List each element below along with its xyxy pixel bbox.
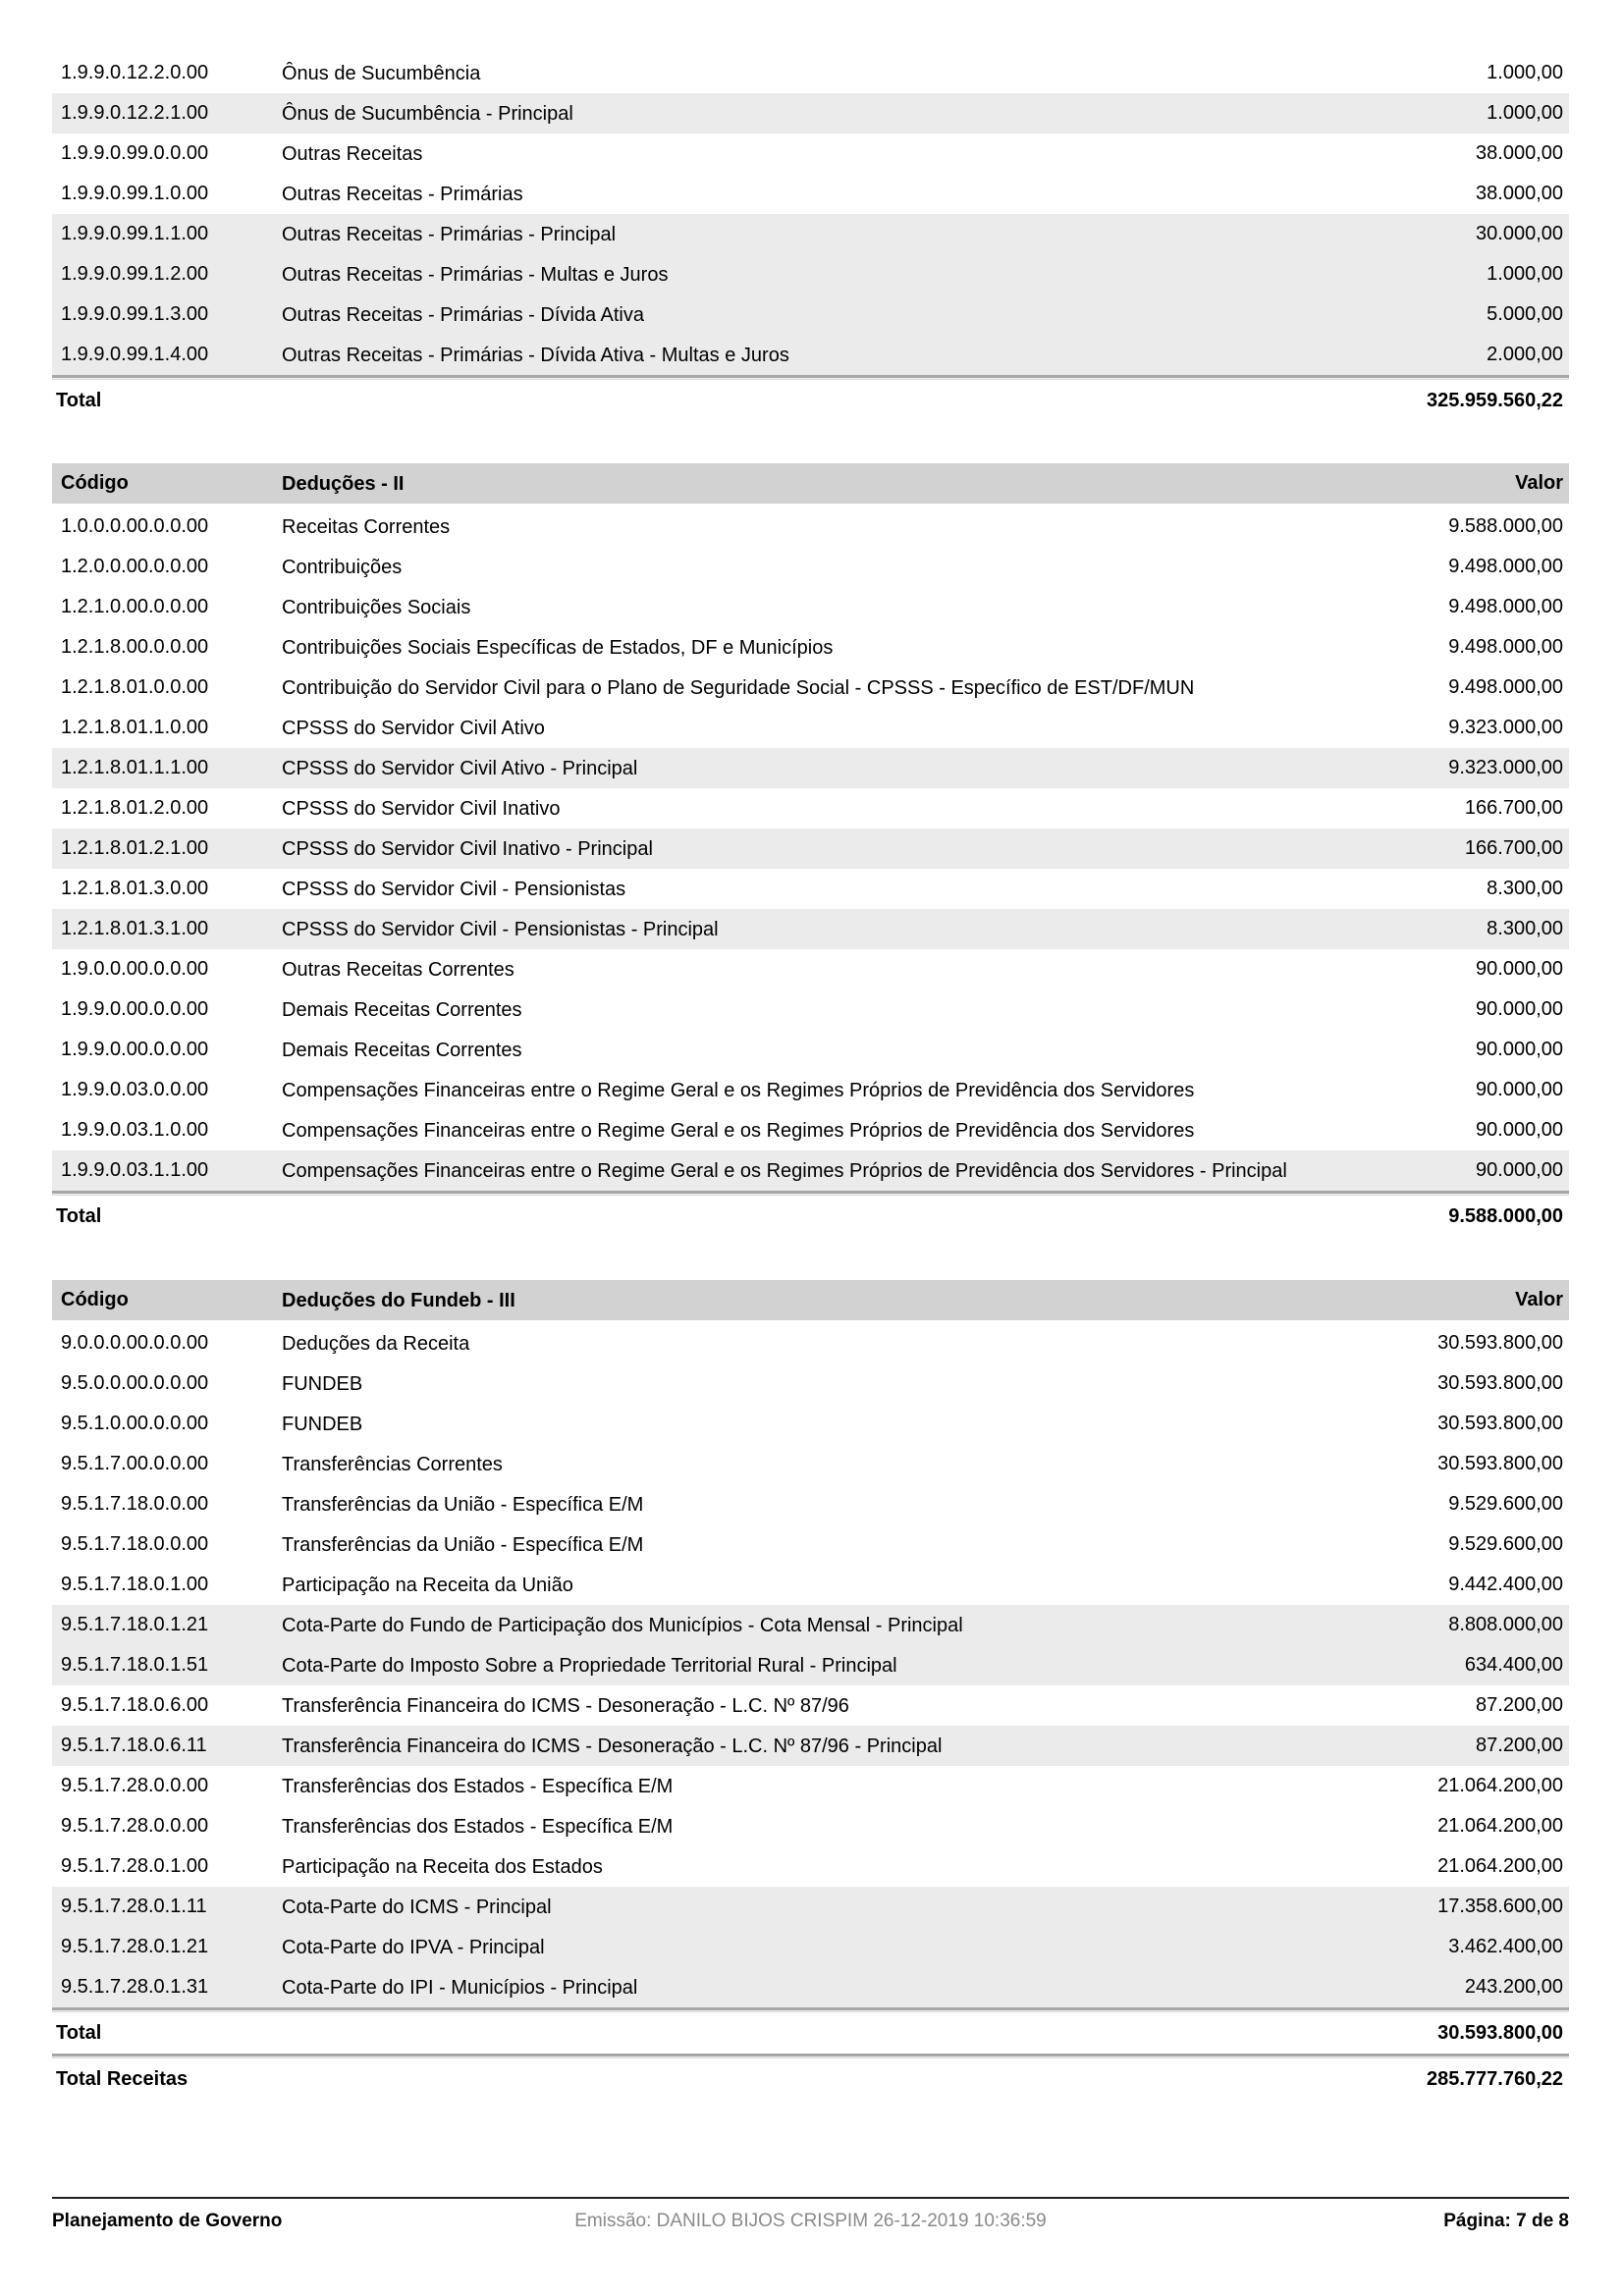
code-cell: 9.5.1.7.28.0.0.00: [61, 1775, 209, 1796]
table-row: [52, 547, 1569, 587]
description-cell: Outras Receitas - Primárias - Dívida Ativa - Multas e Juros: [282, 344, 789, 366]
table-row: [52, 748, 1569, 788]
description-cell: Transferências dos Estados - Específica E/M: [282, 1815, 674, 1838]
value-cell: 1.000,00: [1487, 62, 1563, 83]
value-cell: 87.200,00: [1476, 1735, 1563, 1756]
code-cell: 1.9.9.0.99.1.0.00: [61, 183, 209, 204]
description-cell: FUNDEB: [282, 1372, 363, 1395]
value-cell: 8.300,00: [1487, 878, 1563, 899]
code-cell: 9.5.1.7.28.0.1.21: [61, 1936, 209, 1957]
table-row: [52, 294, 1569, 335]
value-cell: 9.323.000,00: [1448, 757, 1563, 778]
code-cell: 9.5.1.7.28.0.1.31: [61, 1976, 209, 1998]
code-cell: 9.5.1.7.18.0.0.00: [61, 1493, 209, 1515]
code-cell: 9.5.1.0.00.0.0.00: [61, 1413, 209, 1434]
table-row: [52, 1150, 1569, 1191]
description-cell: Demais Receitas Correntes: [282, 998, 522, 1021]
code-cell: 1.9.9.0.00.0.0.00: [61, 998, 209, 1020]
value-cell: 30.593.800,00: [1437, 1413, 1563, 1434]
value-cell: 90.000,00: [1476, 1119, 1563, 1141]
total-label: Total: [56, 389, 102, 411]
code-cell: 9.5.1.7.18.0.1.00: [61, 1574, 209, 1595]
total-value: 325.959.560,22: [1426, 389, 1563, 411]
column-header-valor: Valor: [1515, 1289, 1563, 1310]
value-cell: 1.000,00: [1487, 263, 1563, 285]
value-cell: 166.700,00: [1464, 797, 1563, 819]
value-cell: 38.000,00: [1476, 142, 1563, 164]
code-cell: 1.9.9.0.99.1.3.00: [61, 303, 209, 325]
table-row: [52, 1927, 1569, 1967]
table-row: [52, 1645, 1569, 1685]
description-cell: Cota-Parte do Fundo de Participação dos Municípios - Cota Mensal - Principal: [282, 1614, 963, 1636]
value-cell: 90.000,00: [1476, 1079, 1563, 1100]
value-cell: 243.200,00: [1464, 1976, 1563, 1998]
code-cell: 1.2.1.8.01.1.0.00: [61, 717, 209, 738]
table-body: [52, 1323, 1569, 2007]
description-cell: FUNDEB: [282, 1413, 363, 1435]
description-cell: Participação na Receita dos Estados: [282, 1855, 603, 1878]
grand-total-label: Total Receitas: [56, 2067, 189, 2090]
description-cell: CPSSS do Servidor Civil - Pensionistas: [282, 878, 626, 900]
code-cell: 1.9.9.0.12.2.1.00: [61, 102, 209, 124]
value-cell: 21.064.200,00: [1437, 1775, 1563, 1796]
table-row: [52, 1887, 1569, 1927]
value-cell: 9.498.000,00: [1448, 556, 1563, 577]
code-cell: 9.5.1.7.18.0.1.51: [61, 1654, 209, 1676]
description-cell: Outras Receitas Correntes: [282, 958, 514, 981]
description-cell: Contribuições: [282, 556, 403, 578]
code-cell: 1.9.9.0.03.1.0.00: [61, 1119, 209, 1141]
description-cell: CPSSS do Servidor Civil Inativo: [282, 797, 561, 820]
description-cell: Contribuição do Servidor Civil para o Plano de Seguridade Social - CPSSS - Específico de EST/DF/MUN: [282, 676, 1195, 699]
code-cell: 1.9.9.0.99.1.1.00: [61, 223, 209, 244]
description-cell: Deduções da Receita: [282, 1332, 470, 1355]
table-row: [52, 174, 1569, 214]
table-row: [52, 1323, 1569, 1363]
value-cell: 9.323.000,00: [1448, 717, 1563, 738]
table-row: [52, 93, 1569, 133]
description-cell: Transferências da União - Específica E/M: [282, 1493, 644, 1516]
table-row: [52, 667, 1569, 708]
table-row: [52, 53, 1569, 93]
table-row: [52, 1565, 1569, 1605]
code-cell: 1.2.1.8.01.3.0.00: [61, 878, 209, 899]
description-cell: Outras Receitas: [282, 142, 423, 165]
table-header: [52, 1280, 1569, 1320]
table-row: [52, 909, 1569, 949]
table-row: [52, 627, 1569, 667]
value-cell: 5.000,00: [1487, 303, 1563, 325]
value-cell: 21.064.200,00: [1437, 1815, 1563, 1837]
table-row: [52, 1846, 1569, 1887]
table-row: [52, 1484, 1569, 1524]
description-cell: CPSSS do Servidor Civil Inativo - Principal: [282, 837, 653, 860]
code-cell: 9.5.1.7.18.0.6.11: [61, 1735, 207, 1756]
value-cell: 30.593.800,00: [1437, 1372, 1563, 1394]
value-cell: 9.529.600,00: [1448, 1493, 1563, 1515]
description-cell: Ônus de Sucumbência: [282, 62, 481, 84]
description-cell: Outras Receitas - Primárias - Principal: [282, 223, 617, 245]
column-header-valor: Valor: [1515, 472, 1563, 494]
table-row: [52, 335, 1569, 375]
description-cell: Receitas Correntes: [282, 515, 451, 538]
table-row: [52, 1030, 1569, 1070]
code-cell: 9.5.1.7.28.0.1.00: [61, 1855, 209, 1877]
description-cell: Cota-Parte do IPI - Municípios - Principal: [282, 1976, 638, 1999]
value-cell: 30.000,00: [1476, 223, 1563, 244]
table-row: [52, 214, 1569, 254]
value-cell: 90.000,00: [1476, 958, 1563, 980]
code-cell: 1.9.9.0.03.0.0.00: [61, 1079, 209, 1100]
code-cell: 1.9.9.0.99.0.0.00: [61, 142, 209, 164]
description-cell: Compensações Financeiras entre o Regime Geral e os Regimes Próprios de Previdência dos Servidores: [282, 1079, 1195, 1101]
code-cell: 9.5.1.7.18.0.1.21: [61, 1614, 209, 1635]
table-row: [52, 1766, 1569, 1806]
code-cell: 1.2.1.8.01.1.1.00: [61, 757, 209, 778]
description-cell: Contribuições Sociais Específicas de Estados, DF e Municípios: [282, 636, 834, 659]
value-cell: 9.498.000,00: [1448, 596, 1563, 617]
table-row: [52, 949, 1569, 989]
code-cell: 9.5.1.7.18.0.6.00: [61, 1694, 209, 1716]
code-cell: 1.9.9.0.12.2.0.00: [61, 62, 209, 83]
report-content: [52, 53, 1569, 2100]
table-row: [52, 1605, 1569, 1645]
table-row: [52, 1967, 1569, 2007]
description-cell: Outras Receitas - Primárias: [282, 183, 523, 205]
table-row: [52, 1524, 1569, 1565]
value-cell: 3.462.400,00: [1448, 1936, 1563, 1957]
code-cell: 9.5.1.7.18.0.0.00: [61, 1533, 209, 1555]
value-cell: 634.400,00: [1464, 1654, 1563, 1676]
value-cell: 9.442.400,00: [1448, 1574, 1563, 1595]
table-row: [52, 507, 1569, 547]
value-cell: 9.529.600,00: [1448, 1533, 1563, 1555]
value-cell: 1.000,00: [1487, 102, 1563, 124]
description-cell: Transferência Financeira do ICMS - Desoneração - L.C. Nº 87/96 - Principal: [282, 1735, 943, 1757]
code-cell: 1.2.0.0.00.0.0.00: [61, 556, 209, 577]
code-cell: 1.2.1.8.01.0.0.00: [61, 676, 209, 698]
description-cell: Cota-Parte do ICMS - Principal: [282, 1896, 552, 1918]
footer-page-number: Página: 7 de 8: [1443, 2211, 1569, 2231]
description-cell: Cota-Parte do Imposto Sobre a Propriedade Territorial Rural - Principal: [282, 1654, 897, 1677]
code-cell: 1.0.0.0.00.0.0.00: [61, 515, 209, 537]
table-row: [52, 989, 1569, 1030]
code-cell: 9.5.0.0.00.0.0.00: [61, 1372, 209, 1394]
description-cell: Cota-Parte do IPVA - Principal: [282, 1936, 545, 1958]
code-cell: 9.5.1.7.00.0.0.00: [61, 1453, 209, 1474]
description-cell: Outras Receitas - Primárias - Multas e Juros: [282, 263, 669, 286]
column-header-codigo: Código: [61, 472, 129, 494]
table-row: [52, 1806, 1569, 1846]
code-cell: 1.9.0.0.00.0.0.00: [61, 958, 209, 980]
description-cell: Compensações Financeiras entre o Regime Geral e os Regimes Próprios de Previdência dos Servidores - Principal: [282, 1159, 1287, 1182]
code-cell: 1.2.1.0.00.0.0.00: [61, 596, 209, 617]
description-cell: Transferências dos Estados - Específica E/M: [282, 1775, 674, 1797]
description-cell: Participação na Receita da União: [282, 1574, 573, 1596]
description-cell: Transferências da União - Específica E/M: [282, 1533, 644, 1556]
table-deducoes-ii: [52, 463, 1569, 1237]
table-title: Deduções - II: [282, 472, 405, 495]
table-body: [52, 507, 1569, 1191]
table-row: [52, 1444, 1569, 1484]
value-cell: 9.588.000,00: [1448, 515, 1563, 537]
description-cell: CPSSS do Servidor Civil Ativo - Principal: [282, 757, 638, 779]
code-cell: 1.2.1.8.01.2.1.00: [61, 837, 209, 859]
table-row: [52, 133, 1569, 174]
code-cell: 1.2.1.8.00.0.0.00: [61, 636, 209, 658]
total-label: Total: [56, 1204, 102, 1227]
code-cell: 9.5.1.7.28.0.0.00: [61, 1815, 209, 1837]
footer-emission-info: Emissão: DANILO BIJOS CRISPIM 26-12-2019 10:36:59: [574, 2211, 1047, 2231]
total-label: Total: [56, 2021, 102, 2044]
page-footer: [52, 2197, 1569, 2232]
value-cell: 9.498.000,00: [1448, 676, 1563, 698]
code-cell: 1.9.9.0.99.1.2.00: [61, 263, 209, 285]
table-row: [52, 869, 1569, 909]
value-cell: 17.358.600,00: [1437, 1896, 1563, 1917]
table-row: [52, 1404, 1569, 1444]
table-row: [52, 828, 1569, 869]
description-cell: Transferências Correntes: [282, 1453, 503, 1475]
value-cell: 87.200,00: [1476, 1694, 1563, 1716]
description-cell: Outras Receitas - Primárias - Dívida Ativa: [282, 303, 644, 326]
total-value: 9.588.000,00: [1448, 1204, 1563, 1227]
value-cell: 2.000,00: [1487, 344, 1563, 365]
code-cell: 1.2.1.8.01.3.1.00: [61, 918, 209, 939]
value-cell: 30.593.800,00: [1437, 1332, 1563, 1354]
table-deducoes-fundeb-iii: [52, 1280, 1569, 2100]
value-cell: 30.593.800,00: [1437, 1453, 1563, 1474]
table-row: [52, 1685, 1569, 1726]
description-cell: Demais Receitas Correntes: [282, 1039, 522, 1061]
description-cell: Compensações Financeiras entre o Regime Geral e os Regimes Próprios de Previdência dos Servidores: [282, 1119, 1195, 1142]
value-cell: 90.000,00: [1476, 1039, 1563, 1060]
column-header-codigo: Código: [61, 1289, 129, 1310]
table-row: [52, 1070, 1569, 1110]
table-title: Deduções do Fundeb - III: [282, 1289, 515, 1311]
value-cell: 8.808.000,00: [1448, 1614, 1563, 1635]
total-row: [52, 1196, 1569, 1237]
table-row: [52, 587, 1569, 627]
code-cell: 9.0.0.0.00.0.0.00: [61, 1332, 209, 1354]
value-cell: 8.300,00: [1487, 918, 1563, 939]
value-cell: 38.000,00: [1476, 183, 1563, 204]
description-cell: Transferência Financeira do ICMS - Desoneração - L.C. Nº 87/96: [282, 1694, 849, 1717]
total-value: 30.593.800,00: [1437, 2021, 1563, 2044]
total-row: [52, 2012, 1569, 2054]
table-row: [52, 1363, 1569, 1404]
table-row: [52, 1726, 1569, 1766]
table-body: [52, 53, 1569, 375]
value-cell: 9.498.000,00: [1448, 636, 1563, 658]
code-cell: 1.9.9.0.03.1.1.00: [61, 1159, 209, 1181]
value-cell: 90.000,00: [1476, 998, 1563, 1020]
table-row: [52, 788, 1569, 828]
code-cell: 1.9.9.0.99.1.4.00: [61, 344, 209, 365]
description-cell: Ônus de Sucumbência - Principal: [282, 102, 573, 125]
code-cell: 1.9.9.0.00.0.0.00: [61, 1039, 209, 1060]
table-row: [52, 1110, 1569, 1150]
total-row: [52, 380, 1569, 421]
table-row: [52, 254, 1569, 294]
description-cell: CPSSS do Servidor Civil - Pensionistas - Principal: [282, 918, 719, 940]
table-receitas-continuation: [52, 53, 1569, 421]
value-cell: 90.000,00: [1476, 1159, 1563, 1181]
grand-total-row: [52, 2058, 1569, 2100]
description-cell: CPSSS do Servidor Civil Ativo: [282, 717, 545, 739]
code-cell: 1.2.1.8.01.2.0.00: [61, 797, 209, 819]
description-cell: Contribuições Sociais: [282, 596, 471, 618]
code-cell: 9.5.1.7.28.0.1.11: [61, 1896, 207, 1917]
grand-total-value: 285.777.760,22: [1426, 2067, 1563, 2090]
table-row: [52, 708, 1569, 748]
table-header: [52, 463, 1569, 504]
value-cell: 166.700,00: [1464, 837, 1563, 859]
footer-report-name: Planejamento de Governo: [52, 2211, 283, 2231]
value-cell: 21.064.200,00: [1437, 1855, 1563, 1877]
